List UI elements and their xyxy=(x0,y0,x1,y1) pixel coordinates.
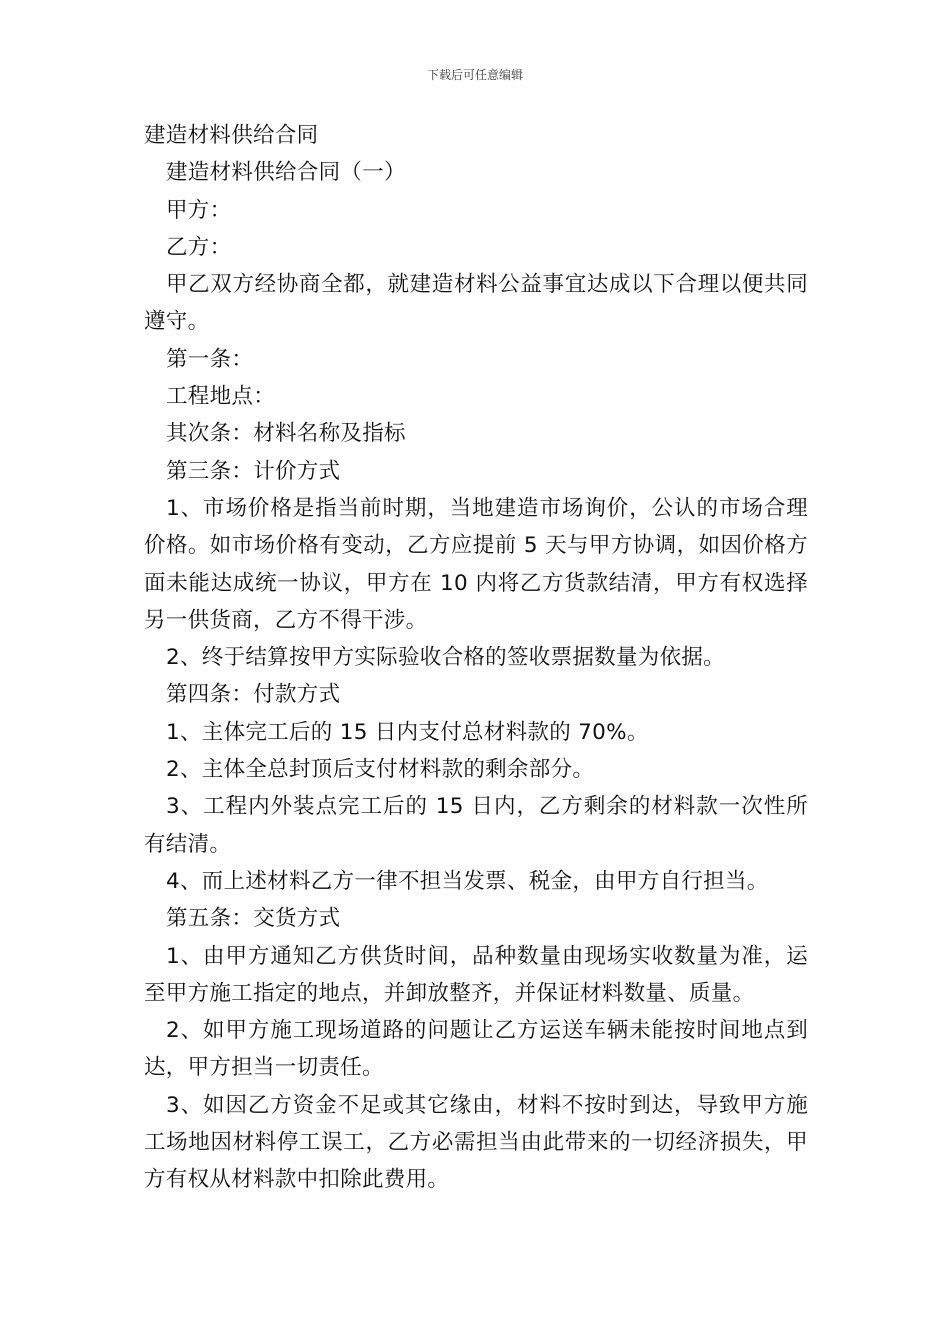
article-4-clause-2: 2、主体全总封顶后支付材料款的剩余部分。 xyxy=(166,757,595,783)
article-3-clause-2: 2、终于结算按甲方实际验收合格的签收票据数量为依据。 xyxy=(166,645,725,671)
preamble-paragraph: 甲乙双方经协商全都，就建造材料公益事宜达成以下合理以便共同遵守。 xyxy=(144,272,808,335)
article-2-heading: 其次条：材料名称及指标 xyxy=(166,421,406,447)
document-body xyxy=(144,117,808,1199)
article-5-clause-1: 1、由甲方通知乙方供货时间，品种数量由现场实收数量为准，运至甲方施工指定的地点，并卸放整齐，并保证材料数量、质量。 xyxy=(144,943,808,1006)
party-a-line: 甲方： xyxy=(166,197,232,223)
article-4-clause-3: 3、工程内外装点完工后的 15 日内，乙方剩余的材料款一次性所有结清。 xyxy=(144,794,808,857)
article-3-clause-1: 1、市场价格是指当前时期，当地建造市场询价，公认的市场合理价格。如市场价格有变动，乙方应提前 5 天与甲方协调，如因价格方面未能达成统一协议，甲方在 10 内将乙方货款结清，甲方有权选择另一供货商，乙方不得干涉。 xyxy=(144,495,808,633)
project-location-line: 工程地点： xyxy=(166,384,276,410)
article-4-clause-4: 4、而上述材料乙方一律不担当发票、税金，由甲方自行担当。 xyxy=(166,868,769,894)
contract-subtitle: 建造材料供给合同（一） xyxy=(166,160,406,186)
page-header-note: 下载后可任意编辑 xyxy=(426,68,523,82)
article-4-heading: 第四条：付款方式 xyxy=(166,682,341,708)
article-5-heading: 第五条：交货方式 xyxy=(166,906,341,932)
article-5-clause-2: 2、如甲方施工现场道路的问题让乙方运送车辆未能按时间地点到达，甲方担当一切责任。 xyxy=(144,1018,808,1081)
party-b-line: 乙方： xyxy=(166,234,232,260)
document-title: 建造材料供给合同 xyxy=(144,123,319,148)
article-1-heading: 第一条： xyxy=(166,346,254,372)
article-4-clause-1: 1、主体完工后的 15 日内支付总材料款的 70%。 xyxy=(166,719,649,745)
article-5-clause-3: 3、如因乙方资金不足或其它缘由，材料不按时到达，导致甲方施工场地因材料停工误工，乙方必需担当由此带来的一切经济损失，甲方有权从材料款中扣除此费用。 xyxy=(144,1092,808,1193)
article-3-heading: 第三条：计价方式 xyxy=(166,458,341,484)
